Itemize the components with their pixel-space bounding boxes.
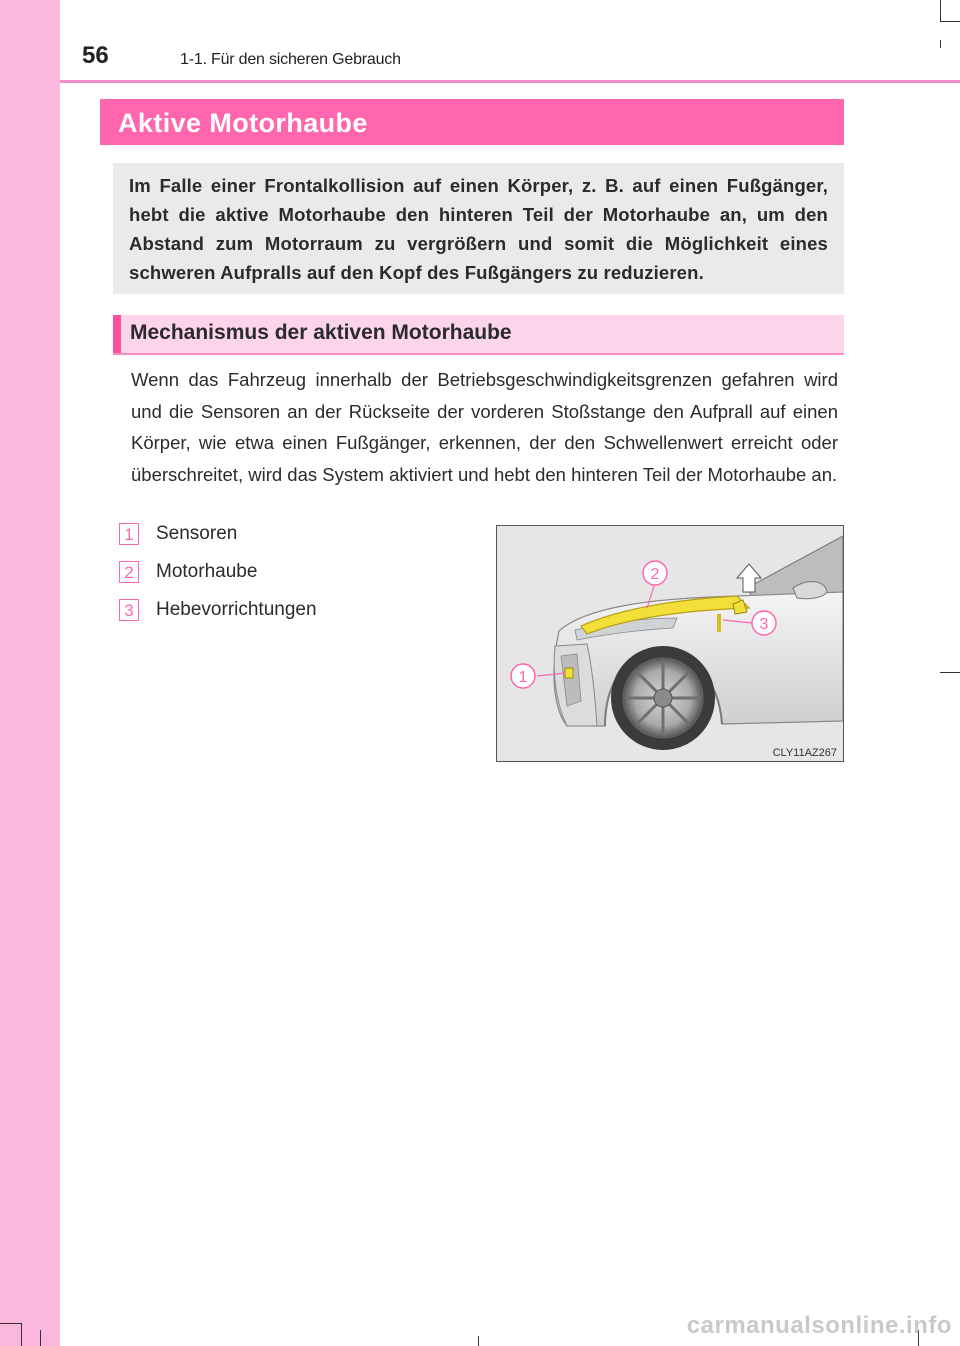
subheading-title: Mechanismus der aktiven Motorhaube [130, 321, 512, 344]
car-illustration [497, 526, 843, 761]
legend-label: Sensoren [156, 523, 238, 544]
intro-box [113, 163, 844, 294]
crop-mark-bottom-left-v [21, 1323, 22, 1346]
subheading-accent [113, 315, 121, 353]
running-head: 1-1. Für den sicheren Gebrauch [180, 51, 401, 68]
legend-number: 3 [119, 599, 139, 621]
subheading-bar [113, 315, 844, 355]
watermark: carmanualsonline.info [686, 1312, 952, 1339]
crop-mark-bottom-left [0, 1323, 22, 1324]
legend-label: Hebevorrichtungen [156, 599, 317, 620]
legend-item-sensors [119, 523, 238, 547]
crop-mark-bottom-center [478, 1336, 479, 1346]
legend-number: 1 [119, 523, 139, 545]
intro-text: Im Falle einer Frontalkollision auf einen Körper, z. B. auf einen Fußgänger, hebt die aktive Motorhaube den hinteren Teil der Motorhaube an, um den Abstand zum Motorraum zu vergrößern und somit die Möglichkeit eines schweren Aufpralls auf den Kopf des Fußgängers zu reduzieren. [129, 175, 828, 283]
callout-2-label: 2 [650, 566, 660, 583]
body-paragraph: Wenn das Fahrzeug innerhalb der Betriebsgeschwindigkeitsgrenzen gefahren wird und die Sensoren an der Rückseite der vorderen Stoßstange den Aufprall auf einen Körper, wie etwa einen Fußgänger, erkennen, der den Schwellenwert erreicht oder überschreitet, wird das System aktiviert und hebt den hinteren Teil der Motorhaube an. [131, 369, 838, 485]
crop-mark-right-tick [940, 40, 941, 48]
crop-mark-top-right-h [940, 21, 960, 22]
car-hood-figure [496, 525, 844, 762]
sensor-marker [565, 668, 573, 678]
legend-item-hood [119, 561, 258, 585]
hub [654, 689, 672, 707]
crop-mark-top-right [940, 0, 941, 22]
legend-label: Motorhaube [156, 561, 258, 582]
crop-mark-right-mid [940, 672, 960, 673]
page-number: 56 [82, 42, 109, 69]
header-rule [60, 80, 960, 83]
legend-item-lifters [119, 599, 317, 623]
section-title-bar [100, 99, 844, 145]
figure-code: CLY11AZ267 [772, 747, 837, 759]
side-color-strip [0, 0, 60, 1346]
callout-3-label: 3 [759, 616, 769, 633]
section-title: Aktive Motorhaube [118, 108, 368, 138]
legend-number: 2 [119, 561, 139, 583]
callout-1-label: 1 [518, 669, 528, 686]
crop-mark-bottom-left-tick [40, 1330, 41, 1346]
